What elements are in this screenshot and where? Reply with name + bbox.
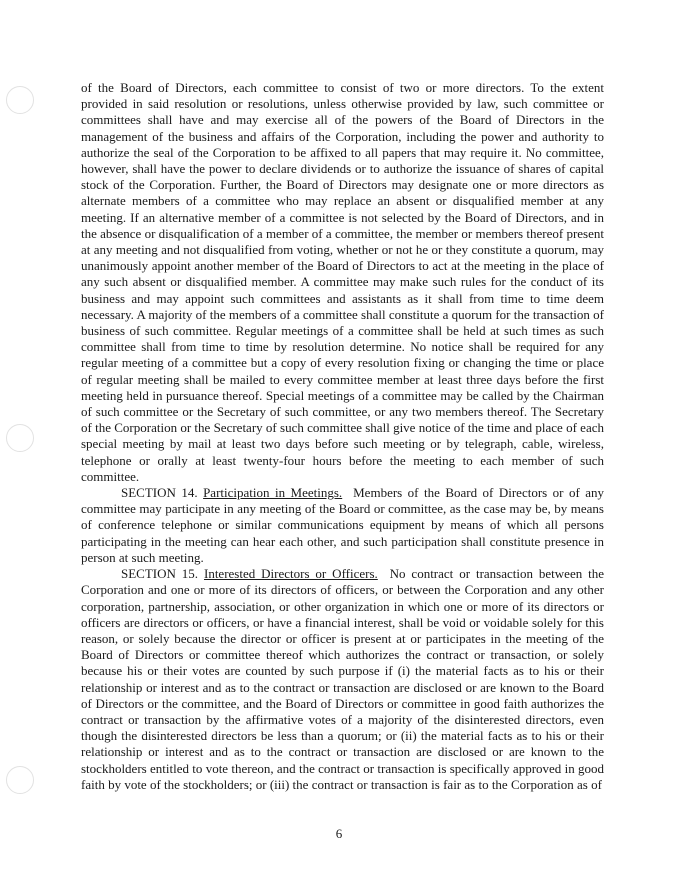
punch-hole-bottom xyxy=(6,766,34,794)
section-15 xyxy=(81,566,604,793)
page-number: 6 xyxy=(335,826,343,841)
document-body xyxy=(81,80,604,793)
section-14-title: Participation in Meetings. xyxy=(203,485,343,501)
section-14-label: SECTION 14. xyxy=(121,485,198,501)
punch-hole-top xyxy=(6,86,34,114)
punch-hole-middle xyxy=(6,424,34,452)
section-15-title: Interested Directors or Officers. xyxy=(203,566,378,582)
committee-paragraph: of the Board of Directors, each committee to consist of two or more directors. To the extent provided in said resolution or resolutions, unless otherwise provided by law, such committee or committees shall have and may exercise all of the powers of the Board of Directors in the management of the business and affairs of the Corporation, including the power and authority to authorize the seal of the Corporation to be affixed to all papers that may require it. No committee, however, shall have the power to declare dividends or to authorize the issuance of shares of capital stock of the Corporation. Further, the Board of Directors may designate one or more directors as alternate members of a committee who may replace an absent or disqualified member at any meeting. If an alternative member of a committee is not selected by the Board of Directors, and in the absence or disqualification of a member of a committee, the member or members thereof present at any meeting and not disqualified from voting, whether or not he or they constitute a quorum, may unanimously appoint another member of the Board of Directors to act at the meeting in the place of any such absent or disqualified member. A committee may make such rules for the conduct of its business and may appoint such committees and assistants as it shall from time to time deem necessary. A majority of the members of a committee shall constitute a quorum for the transaction of business of such committee. Regular meetings of a committee shall be held at such times as such committee shall from time to time by resolution determine. No notice shall be required for any regular meeting of a committee but a copy of every resolution fixing or changing the time or place of regular meeting shall be mailed to every committee member at least three days before the first meeting held in pursuance thereof. Special meetings of a committee may be called by the Chairman of such committee or the Secretary of such committee, or any two members thereof. The Secretary of the Corporation or the Secretary of such committee shall give notice of the time and place of each special meeting by mail at least two days before such meeting or by telegraph, cable, wireless, telephone or orally at least twenty-four hours before the meeting to each member of such committee. xyxy=(81,80,604,484)
section-15-label: SECTION 15. xyxy=(121,566,199,582)
section-14 xyxy=(81,485,604,566)
section-15-body: No contract or transaction between the Corporation and one or more of its directors of officers, or between the Corporation and any other corporation, partnership, association, or other organization in which one or more of its directors or officers are directors or officers, or have a financial interest, shall be void or voidable solely for this reason, or solely because the director or officer is present at or participates in the meeting of the Board of Directors or committee thereof which authorizes the contract or transaction, or solely because his or their votes are counted by such purpose if (i) the material facts as to his or their relationship or interest and as to the contract or transaction are disclosed or are known to the Board of Directors or the committee, and the Board of Directors or committee in good faith authorizes the contract or transaction by the affirmative votes of a majority of the disinterested directors, even though the disinterested directors be less than a quorum; or (ii) the material facts as to his or their relationship or interest and as to the contract or transaction are disclosed or are known to the stockholders entitled to vote thereon, and the contract or transaction is specifically approved in good faith by vote of the stockholders; or (iii) the contract or transaction is fair as to the Corporation as of xyxy=(81,566,605,792)
section-14-body: Members of the Board of Directors or of any committee may participate in any meeting of the Board or committee, as the case may be, by means of conference telephone or similar communications equipment by means of which all persons participating in the meeting can hear each other, and such participation shall constitute presence in person at such meeting. xyxy=(81,485,605,565)
